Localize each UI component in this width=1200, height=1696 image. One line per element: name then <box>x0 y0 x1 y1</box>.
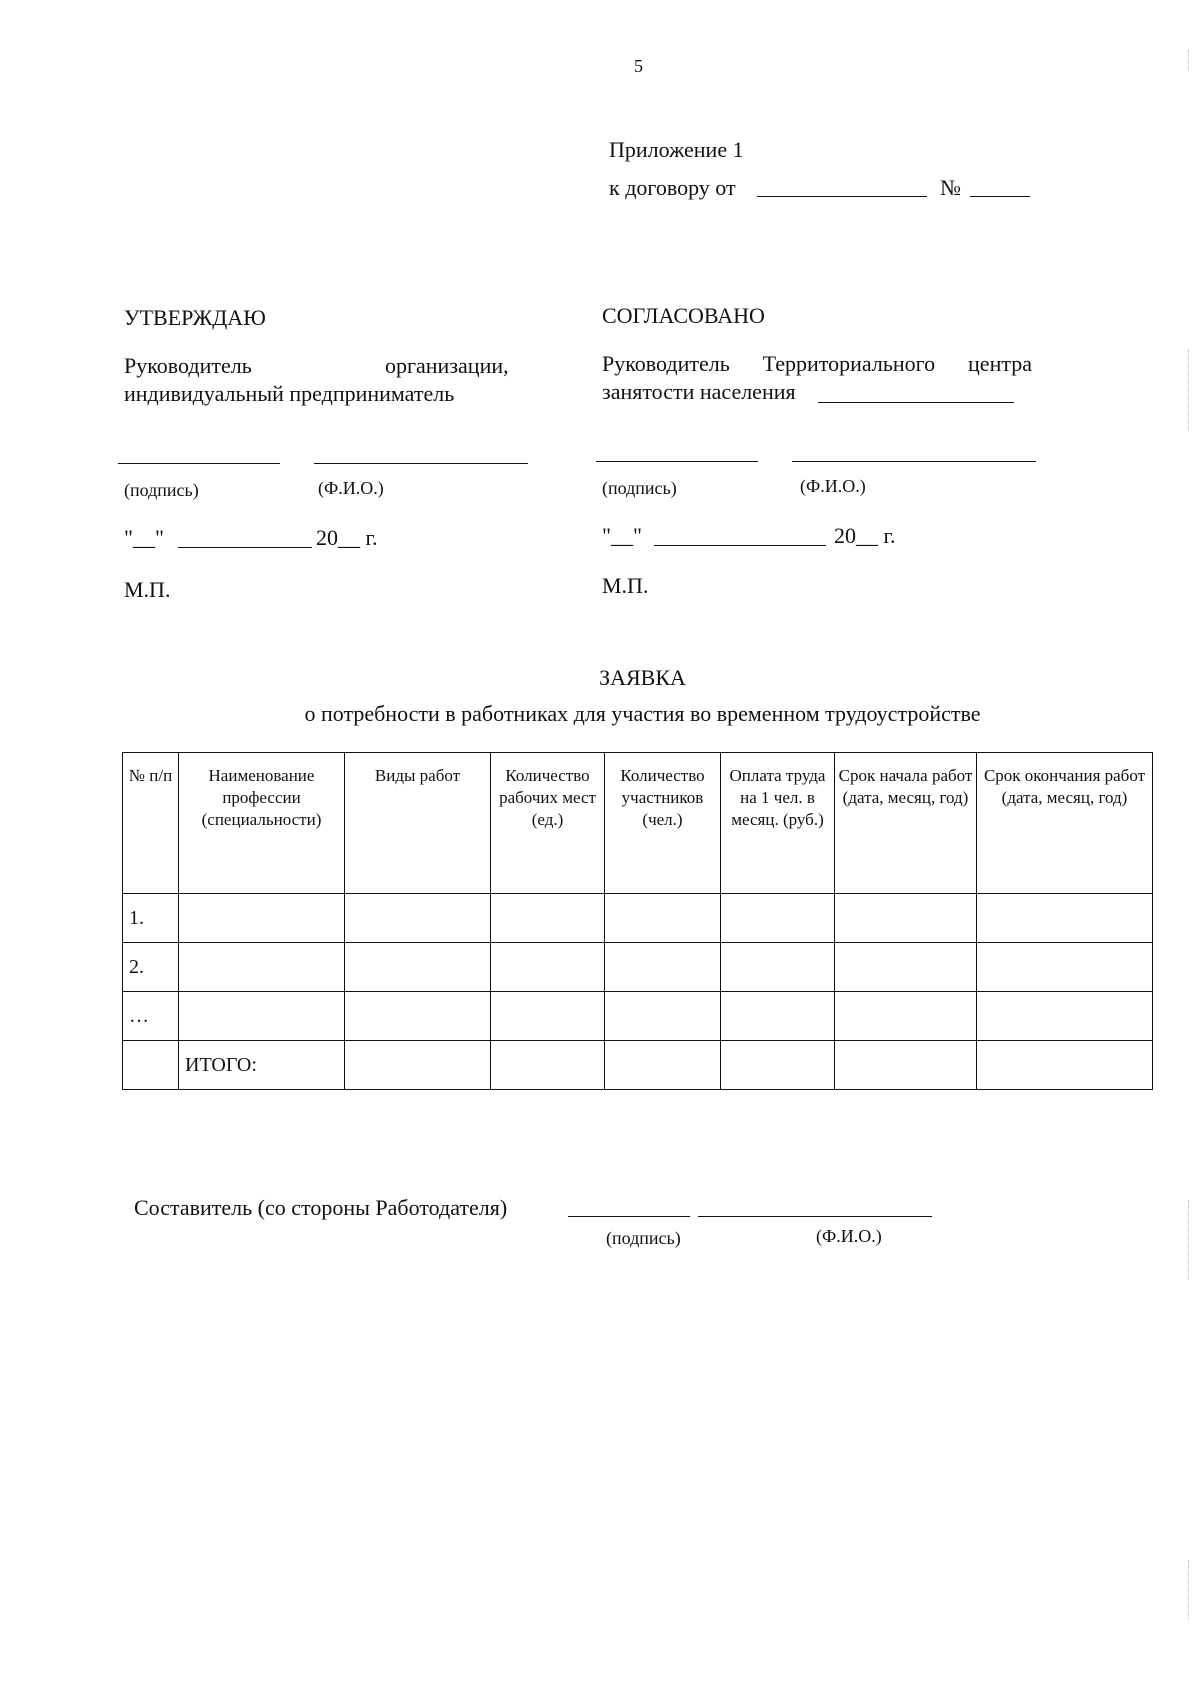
approve-date-year: 20__ г. <box>316 525 378 550</box>
table-cell <box>345 992 491 1041</box>
compiler-signature-label: (подпись) <box>606 1228 681 1248</box>
header-workplaces: Количество рабочих мест (ед.) <box>491 753 605 894</box>
agree-center-name-line <box>818 402 1014 403</box>
table-row <box>123 943 1153 992</box>
approve-fio-label: (Ф.И.О.) <box>318 478 384 498</box>
header-start-date: Срок начала работ (дата, месяц, год) <box>835 753 977 894</box>
row-profession <box>179 943 345 992</box>
table-cell <box>491 943 605 992</box>
agree-role-line2: занятости населения <box>602 379 796 404</box>
table-cell <box>977 943 1153 992</box>
compiler-fio-label: (Ф.И.О.) <box>816 1226 882 1246</box>
table-header-row <box>123 753 1153 894</box>
compiler-signature-line <box>568 1216 690 1217</box>
table-cell <box>345 894 491 943</box>
table-cell <box>835 894 977 943</box>
row-number <box>123 1041 179 1090</box>
approve-signature-label: (подпись) <box>124 480 199 500</box>
request-table <box>122 752 1153 1090</box>
agree-stamp: М.П. <box>602 573 649 598</box>
row-number: … <box>123 992 179 1041</box>
page-number: 5 <box>634 56 643 76</box>
appendix-title: Приложение 1 <box>609 137 744 162</box>
table-cell <box>977 1041 1153 1090</box>
compiler-fio-line <box>698 1216 932 1217</box>
request-title: ЗАЯВКА <box>599 665 686 690</box>
table-cell <box>491 992 605 1041</box>
approve-role-word1: Руководитель <box>124 353 252 378</box>
table-cell <box>721 1041 835 1090</box>
approve-role-word2: организации, <box>385 353 509 378</box>
contract-number-line <box>970 196 1030 197</box>
table-cell <box>605 1041 721 1090</box>
table-cell <box>835 992 977 1041</box>
agree-role-line1: Руководитель Территориального центра <box>602 351 1032 376</box>
header-salary: Оплата труда на 1 чел. в месяц. (руб.) <box>721 753 835 894</box>
row-number: 1. <box>123 894 179 943</box>
header-end-date: Срок окончания работ (дата, месяц, год) <box>977 753 1153 894</box>
header-work-types: Виды работ <box>345 753 491 894</box>
agree-signature-label: (подпись) <box>602 478 677 498</box>
table-cell <box>835 1041 977 1090</box>
approve-date-month-line <box>178 547 312 548</box>
table-cell <box>835 943 977 992</box>
scan-mark <box>1188 1560 1190 1620</box>
scan-mark <box>1188 50 1190 70</box>
table-cell <box>721 992 835 1041</box>
row-profession <box>179 992 345 1041</box>
table-cell <box>605 992 721 1041</box>
table-cell <box>605 894 721 943</box>
agree-date-year: 20__ г. <box>834 523 896 548</box>
table-row <box>123 894 1153 943</box>
table-cell <box>605 943 721 992</box>
table-cell <box>345 943 491 992</box>
approve-fio-line <box>314 463 528 464</box>
header-number: № п/п <box>123 753 179 894</box>
approve-date-quote: "__" <box>124 525 164 550</box>
table-cell <box>721 943 835 992</box>
request-subtitle: о потребности в работниках для участия во временном трудоустройстве <box>304 701 981 726</box>
table-cell <box>491 894 605 943</box>
table-cell <box>345 1041 491 1090</box>
contract-date-line <box>757 196 927 197</box>
agree-signature-line <box>596 461 758 462</box>
table-cell <box>977 894 1153 943</box>
table-cell <box>977 992 1153 1041</box>
approve-role-line2: индивидуальный предприниматель <box>124 381 455 406</box>
appendix-contract-label: к договору от <box>609 175 736 200</box>
scan-mark <box>1188 350 1190 430</box>
compiler-label: Составитель (со стороны Работодателя) <box>134 1195 508 1220</box>
agree-date-quote: "__" <box>602 523 642 548</box>
agree-heading: СОГЛАСОВАНО <box>602 303 765 328</box>
table-total-row <box>123 1041 1153 1090</box>
scan-mark <box>1188 1200 1190 1280</box>
table-row <box>123 992 1153 1041</box>
agree-date-month-line <box>654 545 826 546</box>
number-sign: № <box>940 175 961 200</box>
row-number: 2. <box>123 943 179 992</box>
table-cell <box>491 1041 605 1090</box>
agree-fio-label: (Ф.И.О.) <box>800 476 866 496</box>
table-cell <box>721 894 835 943</box>
header-profession: Наименование профессии (специальности) <box>179 753 345 894</box>
header-participants: Количество участников (чел.) <box>605 753 721 894</box>
approve-heading: УТВЕРЖДАЮ <box>124 305 266 330</box>
total-label: ИТОГО: <box>179 1041 345 1090</box>
approve-signature-line <box>118 463 280 464</box>
agree-fio-line <box>792 461 1036 462</box>
approve-stamp: М.П. <box>124 577 171 602</box>
row-profession <box>179 894 345 943</box>
